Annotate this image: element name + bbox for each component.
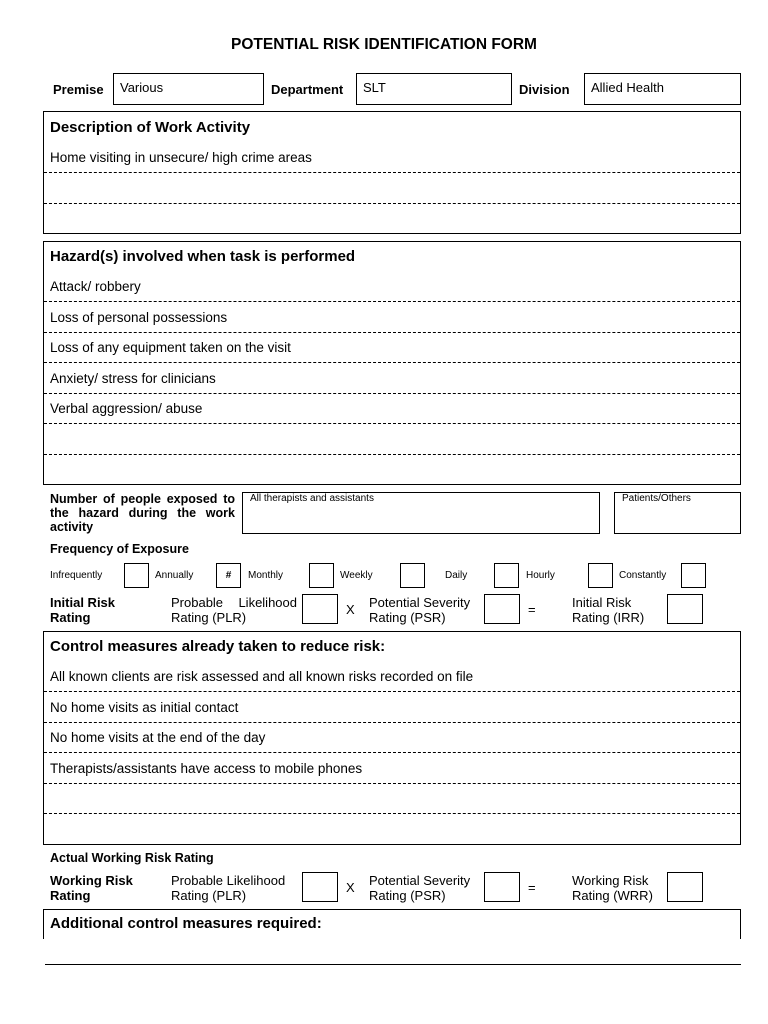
hazard-line[interactable]: Loss of any equipment taken on the visit: [50, 340, 291, 355]
freq-checkbox-weekly[interactable]: [400, 563, 425, 588]
control-line[interactable]: Therapists/assistants have access to mobile phones: [50, 761, 363, 776]
therapists-label: All therapists and assistants: [250, 493, 374, 504]
patients-label: Patients/Others: [622, 493, 691, 504]
working-wrr-field[interactable]: [667, 872, 703, 902]
times-sign: X: [346, 880, 355, 895]
actual-rating-heading: Actual Working Risk Rating: [50, 851, 214, 865]
dashed-divider: [44, 332, 740, 333]
work-activity-line[interactable]: Home visiting in unsecure/ high crime areas: [50, 150, 312, 165]
dashed-divider: [44, 301, 740, 302]
premise-field[interactable]: Various: [113, 73, 264, 105]
freq-checkbox-monthly[interactable]: [309, 563, 334, 588]
freq-checkbox-infrequently[interactable]: [124, 563, 149, 588]
freq-label-daily: Daily: [445, 570, 468, 581]
working-risk-label: Working Risk Rating: [50, 873, 133, 903]
hazard-line[interactable]: Verbal aggression/ abuse: [50, 401, 203, 416]
working-psr-label: Potential Severity Rating (PSR): [369, 873, 471, 903]
control-line[interactable]: No home visits at the end of the day: [50, 730, 266, 745]
freq-checkbox-hourly[interactable]: [588, 563, 613, 588]
division-field[interactable]: Allied Health: [584, 73, 741, 105]
form-title: POTENTIAL RISK IDENTIFICATION FORM: [231, 36, 537, 53]
control-line[interactable]: All known clients are risk assessed and all known risks recorded on file: [50, 669, 474, 684]
initial-plr-field[interactable]: [302, 594, 338, 624]
hazard-line[interactable]: Anxiety/ stress for clinicians: [50, 371, 216, 386]
freq-label-monthly: Monthly: [248, 570, 284, 581]
frequency-title: Frequency of Exposure: [50, 542, 189, 556]
controls-section: [43, 631, 741, 845]
patients-count-field[interactable]: [614, 492, 741, 534]
therapists-count-field[interactable]: [242, 492, 600, 534]
dashed-divider: [44, 752, 740, 753]
freq-label-weekly: Weekly: [340, 570, 373, 581]
freq-label-annually: Annually: [155, 570, 194, 581]
hazard-line[interactable]: Attack/ robbery: [50, 279, 141, 294]
freq-label-infrequently: Infrequently: [50, 570, 103, 581]
freq-checkbox-constantly[interactable]: [681, 563, 706, 588]
initial-plr-label: Probable Likelihood Rating (PLR): [171, 595, 297, 625]
equals-sign: =: [528, 880, 536, 895]
work-activity-section: [43, 111, 741, 234]
dashed-divider: [44, 783, 740, 784]
working-plr-field[interactable]: [302, 872, 338, 902]
additional-section: [43, 909, 741, 939]
initial-irr-field[interactable]: [667, 594, 703, 624]
controls-title: Control measures already taken to reduce risk:: [50, 638, 386, 655]
dashed-divider: [44, 454, 740, 455]
control-line[interactable]: No home visits as initial contact: [50, 700, 239, 715]
exposure-label: Number of people exposed to the hazard during the work activity: [50, 492, 235, 534]
dashed-divider: [44, 722, 740, 723]
hazards-section: [43, 241, 741, 485]
equals-sign: =: [528, 602, 536, 617]
working-wrr-label: Working Risk Rating (WRR): [572, 873, 653, 903]
dashed-divider: [44, 172, 740, 173]
division-label: Division: [519, 82, 570, 97]
initial-psr-label: Potential Severity Rating (PSR): [369, 595, 471, 625]
times-sign: X: [346, 602, 355, 617]
working-plr-label: Probable Likelihood Rating (PLR): [171, 873, 286, 903]
premise-label: Premise: [53, 82, 104, 97]
footer-rule: [45, 964, 741, 965]
working-psr-field[interactable]: [484, 872, 520, 902]
dashed-divider: [44, 393, 740, 394]
additional-title: Additional control measures required:: [50, 915, 322, 932]
hazard-line[interactable]: Loss of personal possessions: [50, 310, 228, 325]
dashed-divider: [44, 691, 740, 692]
freq-checkbox-annually[interactable]: #: [216, 563, 241, 588]
hazards-title: Hazard(s) involved when task is performed: [50, 248, 356, 265]
initial-risk-label: Initial Risk Rating: [50, 595, 116, 625]
dashed-divider: [44, 813, 740, 814]
freq-label-constantly: Constantly: [619, 570, 667, 581]
work-activity-title: Description of Work Activity: [50, 119, 251, 136]
dashed-divider: [44, 423, 740, 424]
dashed-divider: [44, 362, 740, 363]
department-field[interactable]: SLT: [356, 73, 512, 105]
department-label: Department: [271, 82, 344, 97]
initial-psr-field[interactable]: [484, 594, 520, 624]
dashed-divider: [44, 203, 740, 204]
freq-label-hourly: Hourly: [526, 570, 555, 581]
freq-checkbox-daily[interactable]: [494, 563, 519, 588]
initial-irr-label: Initial Risk Rating (IRR): [572, 595, 645, 625]
